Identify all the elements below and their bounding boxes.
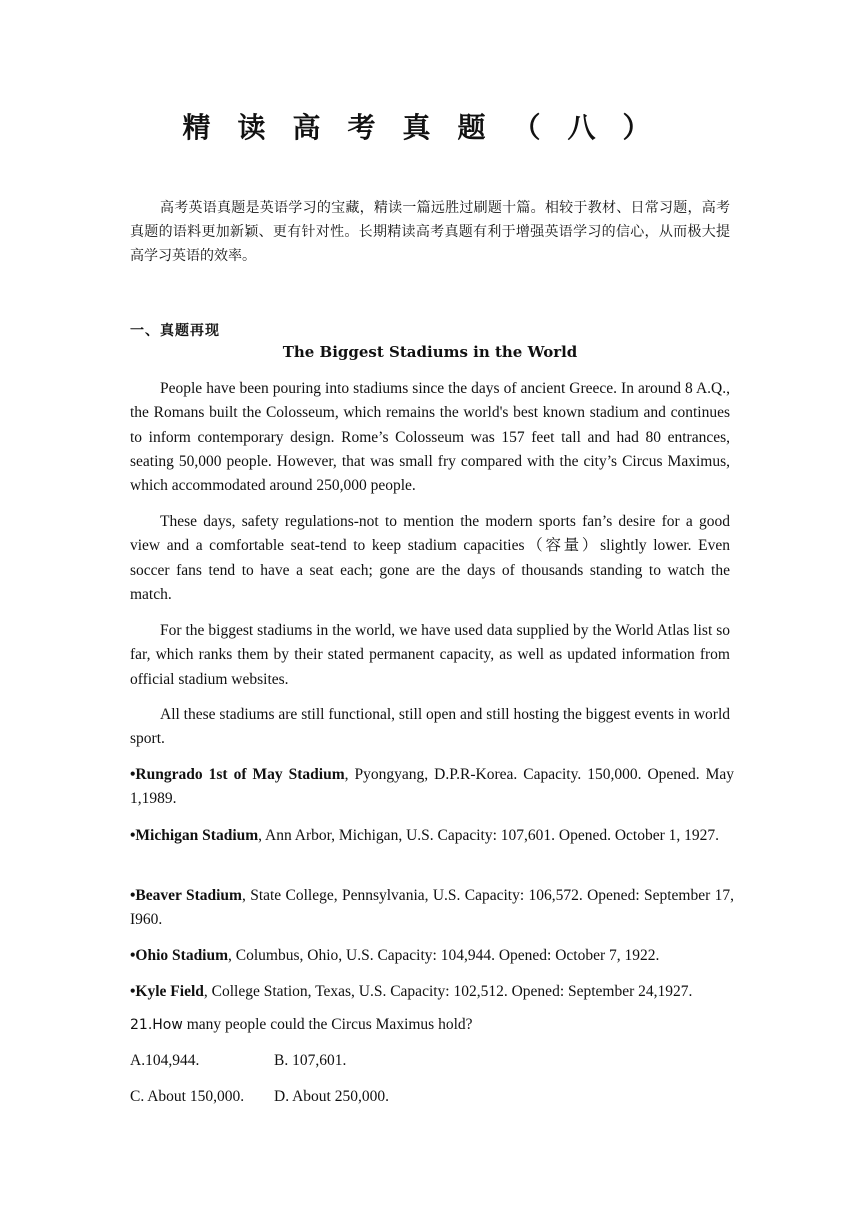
stadium-details: , Ann Arbor, Michigan, U.S. Capacity: 107,601. Opened. October 1, 1927. — [258, 827, 720, 844]
question-stem — [130, 1016, 473, 1034]
article-paragraph-4: All these stadiums are still functional, still open and still hosting the biggest events in world sport. — [130, 706, 730, 748]
stadium-name: •Ohio Stadium — [130, 947, 229, 964]
stadium-name: •Beaver Stadium — [130, 887, 242, 904]
stadium-details: , State College, Pennsylvania, U.S. Capacity: 106,572. Opened: September 17, I960. — [130, 887, 734, 929]
stadium-name: •Kyle Field — [130, 983, 204, 1000]
stadium-details: , Pyongyang, D.P.R-Korea. Capacity. 150,000. Opened. May 1,1989. — [130, 766, 734, 808]
stadium-item — [130, 884, 734, 933]
section-heading: 一、真题再现 — [130, 323, 220, 339]
stadium-details: , College Station, Texas, U.S. Capacity: 102,512. Opened: September 24,1927. — [203, 983, 693, 1000]
page-title: 精读高考真题（八） — [182, 111, 678, 144]
question-text: many people could the Circus Maximus hold? — [182, 1016, 473, 1033]
option-c: C. About 150,000. — [130, 1088, 245, 1105]
stadium-item — [130, 944, 734, 968]
stadium-item — [130, 824, 734, 848]
stadium-details: , Columbus, Ohio, U.S. Capacity: 104,944. Opened: October 7, 1922. — [228, 947, 660, 964]
option-d: D. About 250,000. — [274, 1088, 389, 1105]
stadium-name: •Rungrado 1st of May Stadium — [130, 766, 345, 783]
article-paragraph-2: These days, safety regulations-not to mention the modern sports fan’s desire for a good view and a comfortable seat-tend to keep stadium capacities（容量）slightly lower. Even soccer fans tend to have a seat each; gone are the days of thousands standing to watch the match. — [130, 513, 730, 603]
article-paragraph-1: People have been pouring into stadiums since the days of ancient Greece. In around 8 A.Q., the Romans built the Colosseum, which remains the world's best known stadium and continues to inform contemporary design. Rome’s Colosseum was 157 feet tall and had 80 entrances, seating 50,000 people. However, that was small fry compared with the city’s Circus Maximus, which accommodated around 250,000 people. — [130, 380, 730, 495]
article-paragraph-3: For the biggest stadiums in the world, we have used data supplied by the World Atlas list so far, which ranks them by their stated permanent capacity, as well as updated information from official stadium websites. — [130, 622, 730, 688]
option-b: B. 107,601. — [274, 1052, 347, 1069]
stadium-item — [130, 980, 734, 1004]
article-title: The Biggest Stadiums in the World — [282, 343, 578, 361]
question-number: 21.How — [130, 1017, 183, 1033]
option-a: A.104,944. — [130, 1052, 200, 1069]
stadium-item — [130, 763, 734, 812]
stadium-name: •Michigan Stadium — [130, 827, 259, 844]
intro-paragraph: 高考英语真题是英语学习的宝藏，精读一篇远胜过刷题十篇。相较于教材、日常习题，高考真题的语料更加新颖、更有针对性。长期精读高考真题有利于增强英语学习的信心，从而极大提高学习英语的效率。 — [130, 200, 730, 264]
